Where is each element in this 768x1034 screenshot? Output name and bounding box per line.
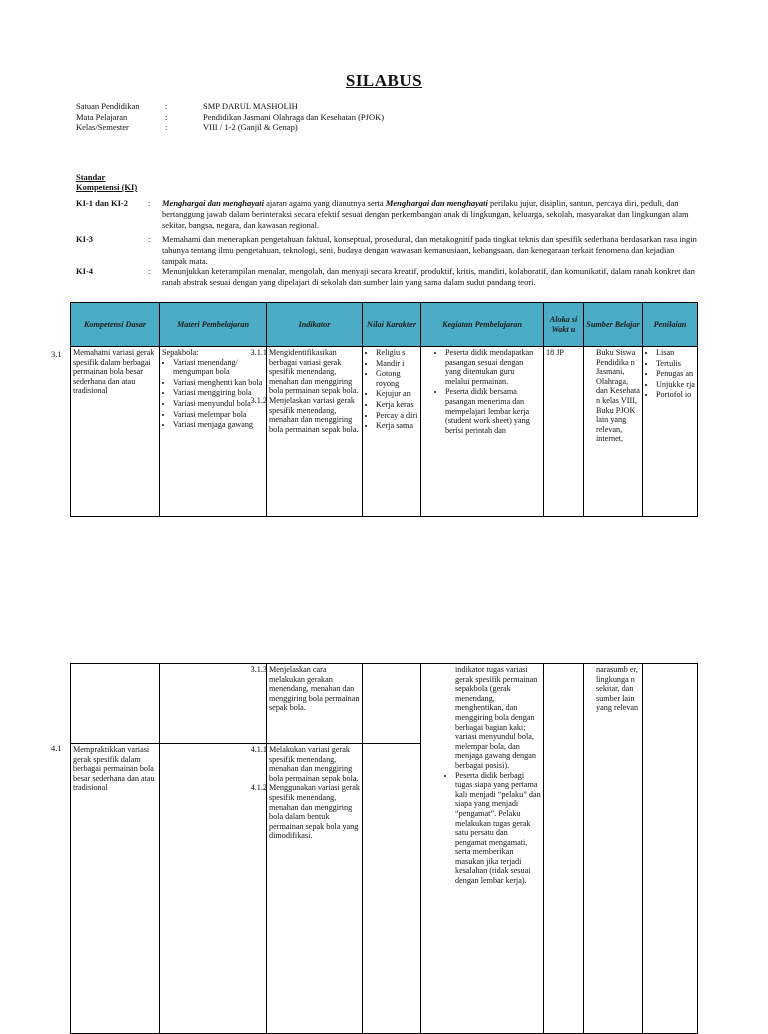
kegiatan-cell bbox=[421, 347, 544, 517]
indikator-text: Melakukan variasi gerak spesifik menendang, menahan dan menggiring bola permainan sepak bola. bbox=[269, 745, 359, 783]
indikator-text: Menjelaskan variasi gerak spesifik menendang, menahan dan menggiring bola permainan sepak bola. bbox=[269, 395, 359, 434]
heading-line: Standar bbox=[76, 172, 106, 182]
meta-row-kelas bbox=[76, 122, 523, 133]
silabus-table-continued bbox=[70, 663, 698, 1034]
header-penilaian: Penilaian bbox=[643, 303, 698, 347]
sumber-cell bbox=[584, 347, 643, 517]
kd-cell bbox=[71, 664, 160, 744]
kd-number: 4.1 bbox=[51, 743, 62, 753]
meta-colon: : bbox=[165, 111, 168, 122]
list-item: • Gotong royong bbox=[376, 369, 418, 388]
sumber-text: Buku Siswa Pendidika n Jasmani, Olahraga, dan Kesehata n kelas VIII, Buku PJOK lain yang relevan, internet, bbox=[596, 348, 640, 444]
meta-value: Pendidikan Jasmani Olahraga dan Kesehatan (PJOK) bbox=[203, 111, 385, 122]
kegiatan-cell bbox=[421, 664, 544, 1034]
meta-label: Mata Pelajaran bbox=[76, 111, 128, 122]
kd-cell bbox=[71, 744, 160, 1034]
standar-kompetensi-heading bbox=[76, 172, 186, 192]
table-header-row bbox=[71, 303, 698, 347]
header-kompetensi-dasar: Kompetensi Dasar bbox=[71, 303, 160, 347]
meta-row-satuan bbox=[76, 101, 523, 112]
kegiatan-list bbox=[443, 771, 541, 886]
list-item: • Penugas an bbox=[656, 369, 695, 379]
meta-label: Kelas/Semester bbox=[76, 122, 129, 132]
kd-number: 3.1 bbox=[51, 349, 62, 359]
ki-emphasis: Menghargai dan menghayati bbox=[162, 198, 265, 208]
header-meta bbox=[76, 101, 523, 133]
list-item: • Variasi melempar bola bbox=[173, 410, 264, 420]
header-materi: Materi Pembelajaran bbox=[160, 303, 267, 347]
ki-4 bbox=[76, 266, 696, 290]
materi-intro: Sepakbola: bbox=[162, 348, 199, 357]
indikator-no: 4.1.2 bbox=[250, 783, 267, 793]
ki-label: KI-4 bbox=[76, 266, 93, 276]
meta-label: Satuan Pendidikan bbox=[76, 101, 140, 111]
header-kegiatan: Kegiatan Pembelajaran bbox=[421, 303, 544, 347]
meta-colon: : bbox=[165, 101, 168, 111]
indikator-cell bbox=[250, 347, 363, 517]
indikator-text: Mengidentifikasikan berbagai variasi gerak spesifik menendang, menahan dan menggiring bola permainan sepak bola. bbox=[269, 348, 359, 396]
header-alokasi: Aloka si Wakt u bbox=[544, 303, 584, 347]
penilaian-list bbox=[645, 348, 695, 400]
list-item: • Variasi menggiring bola bbox=[173, 388, 264, 398]
list-item: • Lisan bbox=[656, 348, 695, 358]
indikator-no: 3.1.2 bbox=[250, 395, 267, 405]
sumber-text: narasumb er, lingkunga n sekitar, dan sumber lain yang relevan bbox=[596, 665, 639, 713]
ki-colon: : bbox=[148, 198, 151, 208]
indikator-cell bbox=[250, 664, 363, 744]
list-item: • Kejujur an bbox=[376, 389, 418, 399]
list-item: • Tertulis bbox=[656, 359, 695, 369]
header-nilai-karakter: Nilai Karakter bbox=[363, 303, 421, 347]
header-sumber: Sumber Belajar bbox=[584, 303, 643, 347]
meta-colon: : bbox=[165, 122, 168, 132]
ki-text: Menunjukkan keterampilan menalar, mengolah, dan menyaji secara kreatif, produktif, kritis, mandiri, kolaboratif, dan komunikatif, dalam ranah konkret dan ranah abstrak sesuai dengan yang dipelajari di sekolah dan sumber lain yang sama dalam sudut pandang teori. bbox=[162, 266, 695, 287]
alokasi-cell bbox=[544, 664, 584, 1034]
nilai-cell bbox=[363, 744, 421, 1034]
indikator-item bbox=[245, 745, 360, 783]
list-item: • Variasi menjaga gawang bbox=[173, 420, 264, 430]
table-row bbox=[71, 347, 698, 517]
indikator-item bbox=[245, 348, 360, 396]
ki-1-2 bbox=[76, 198, 696, 234]
indikator-no: 4.1.1 bbox=[250, 745, 267, 754]
header-indikator: Indikator bbox=[267, 303, 363, 347]
penilaian-cell bbox=[643, 664, 698, 1034]
indikator-no: 3.1.3 bbox=[250, 665, 267, 674]
meta-row-mapel bbox=[76, 112, 523, 123]
table-row bbox=[71, 664, 698, 744]
ki-text-part: perilaku jujur, disiplin, santun, percaya diri, peduli, dan bertanggung jawab dalam berinteraksi secara efektif sesuai dengan perkembangan anak di lingkungan, keluarga, sekolah, masyarakat dan lingkungan alam sekitar, bangsa, negara, dan kawasan regional. bbox=[162, 198, 689, 230]
list-item: • Variasi menendang/ mengumpan bola bbox=[173, 358, 264, 377]
list-item: • Peserta didik mendapatkan pasangan sesuai dengan yang ditentukan guru melalui permainan. bbox=[445, 348, 541, 386]
ki-label: KI-3 bbox=[76, 234, 93, 244]
list-item: • Unjukke rja bbox=[656, 380, 695, 390]
nilai-list bbox=[365, 348, 418, 431]
list-item: • Portofol io bbox=[656, 390, 695, 400]
indikator-cell bbox=[250, 744, 363, 1034]
alokasi-value: 18 JP bbox=[546, 348, 564, 357]
list-item: • Peserta didik bersama pasangan menerima dan mempelajari lembar kerja (student work sheet) yang berisi perintah dan bbox=[445, 387, 541, 435]
list-item: • Peserta didik berbagi tugas siapa yang pertama kali menjadi “pelaku” dan siapa yang menjadi “pengamat”. Pelaku melakukan tugas gerak satu persatu dan pengamat mengamati, serta memberikan masukan jika terjadi kesalahan (tidak sesuai dengan lembar kerja). bbox=[455, 771, 541, 886]
penilaian-cell bbox=[643, 347, 698, 517]
ki-3 bbox=[76, 234, 696, 267]
kd-cell bbox=[71, 347, 160, 517]
meta-value: VIII / 1-2 (Ganjil & Genap) bbox=[203, 122, 298, 132]
heading-line: Kompetensi (KI) bbox=[76, 182, 138, 192]
kd-text: Memahami variasi gerak spesifik dalam berbagai permainan bola besar sederhana dan atau tradisional bbox=[73, 348, 155, 396]
page-title: SILABUS bbox=[345, 71, 423, 90]
ki-colon: : bbox=[148, 266, 151, 276]
kd-text: Mempraktikkan variasi gerak spesifik dalam berbagai permainan bola besar sederhana dan atau tradisional bbox=[73, 745, 155, 793]
list-item: • Variasi menyundul bola bbox=[173, 399, 264, 409]
kegiatan-list bbox=[423, 348, 541, 435]
silabus-table bbox=[70, 302, 698, 517]
nilai-cell bbox=[363, 347, 421, 517]
list-item: • Variasi menghenti kan bola bbox=[173, 378, 264, 388]
ki-text bbox=[162, 198, 697, 231]
alokasi-cell bbox=[544, 347, 584, 517]
sumber-cell bbox=[584, 664, 643, 1034]
indikator-no: 3.1.1 bbox=[250, 348, 267, 357]
nilai-cell bbox=[363, 664, 421, 744]
ki-colon: : bbox=[148, 234, 151, 244]
indikator-item bbox=[245, 665, 360, 713]
list-item: • Kerja sama bbox=[376, 421, 418, 431]
indikator-item bbox=[245, 396, 360, 434]
indikator-text: Menjelaskan cara melakukan gerakan menendang, menahan dan menggiring bola permainan sepak bola. bbox=[269, 665, 360, 713]
ki-text: Memahami dan menerapkan pengetahuan faktual, konseptual, prosedural, dan metakognitif pada tingkat teknis dan spesifik sederhana berdasarkan rasa ingin tahunya tentang ilmu pengetahuan, teknologi, seni, budaya dengan wawasan kemanusiaan, kebangsaan, dan kenegaraan terkait fenomena dan kejadian tampak mata. bbox=[162, 234, 697, 266]
meta-value: SMP DARUL MASHOLIH bbox=[203, 101, 298, 111]
ki-text-part: ajaran agama yang dianutnya serta bbox=[264, 198, 386, 208]
list-item: • Mandir i bbox=[376, 359, 418, 369]
indikator-text: Menggunakan variasi gerak spesifik menendang, menahan dan menggiring bola dalam bentuk permainan sepak bola yang dimodifikasi. bbox=[269, 783, 360, 841]
list-item: • Percay a diri bbox=[376, 411, 418, 421]
indikator-item bbox=[245, 783, 360, 841]
list-item: • Religiu s bbox=[376, 348, 418, 358]
ki-emphasis: Menghargai dan menghayati bbox=[385, 198, 488, 208]
ki-label: KI-1 dan KI-2 bbox=[76, 198, 128, 208]
kegiatan-continued: indikator tugas variasi gerak spesifik permainan sepakbola (gerak menendang, menghentikan, dan menggiring bola dengan berbagai bagian kaki; variasi menyundul bola, melempar bola, dan menjaga gawang dengan berbagai posisi). bbox=[455, 665, 538, 770]
list-item: • Kerja keras bbox=[376, 400, 418, 410]
